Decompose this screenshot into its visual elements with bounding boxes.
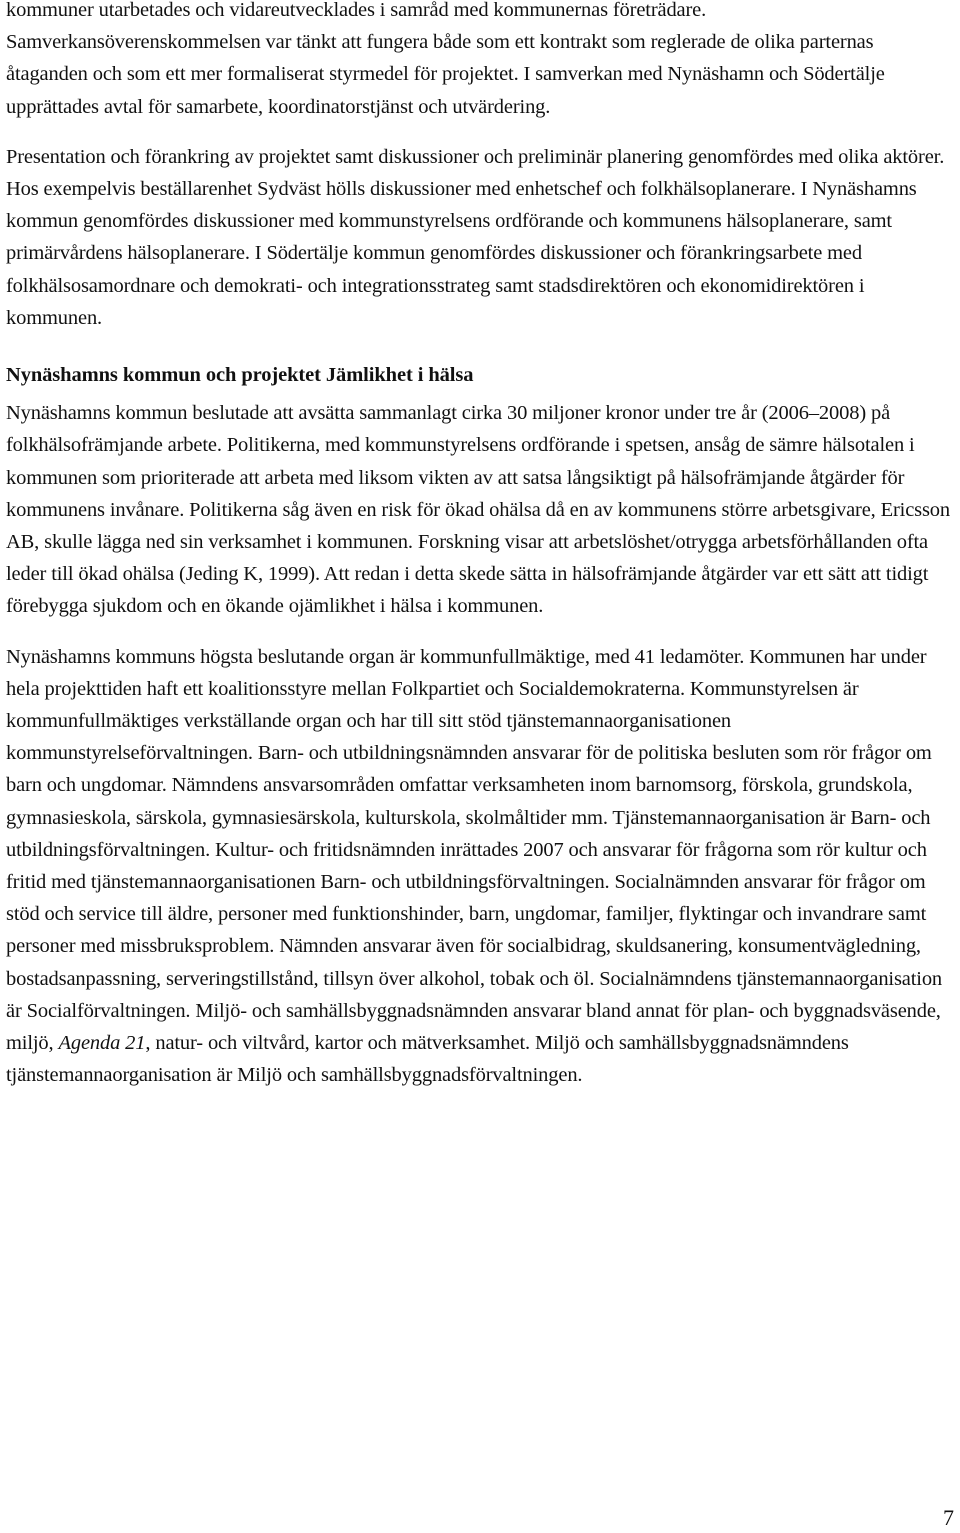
agenda-21-italic: Agenda 21 [58,1032,146,1055]
document-page [6,0,954,1092]
organisation-text-end: , natur- och viltvård, kartor och mätverksamhet. Miljö och samhällsbyggnadsnämndens tjänstemannaorganisation är Miljö och samhällsbyggnadsförvaltningen. [6,1032,849,1087]
paragraph-agreement: kommuner utarbetades och vidareutvecklades i samråd med kommunernas företrädare. Samverkansöverenskommelsen var tänkt att fungera både som ett kontrakt som reglerade de olika parternas åtaganden och som ett mer formaliserat styrmedel för projektet. I samverkan med Nynäshamn och Södertälje upprättades avtal för samarbete, koordinatorstjänst och utvärdering. [6,0,885,118]
page-number: 7 [943,1505,954,1530]
paragraph-presentation: Presentation och förankring av projektet samt diskussioner och preliminär planering genomfördes med olika aktörer. Hos exempelvis beställarenhet Sydväst hölls diskussioner med enhetschef och folkhälsoplanerare. I Nynäshamns kommun genomfördes diskussioner med kommunstyrelsens ordförande och kommunens hälsoplanerare, samt primärvårdens hälsoplanerare. I Södertälje kommun genomfördes diskussioner och förankringsarbete med folkhälsosamordnare och demokrati- och integrationsstrateg samt stadsdirektören och ekonomidirektören i kommunen. [6,145,945,329]
paragraph-municipal-organisation [6,641,954,1092]
paragraph-nynashamn-decision: Nynäshamns kommun beslutade att avsätta sammanlagt cirka 30 miljoner kronor under tre år (2006–2008) på folkhälsofrämjande arbete. Politikerna, med kommunstyrelsens ordförande i spetsen, ansåg de sämre hälsotalen i kommunen som prioriterade att arbeta med liksom vikten av att satsa långsiktigt på hälsofrämjande åtgärder för kommunens invånare. Politikerna såg även en risk för ökad ohälsa då en av kommunens större arbetsgivare, Ericsson AB, skulle lägga ned sin verksamhet i kommunen. Forskning visar att arbetslöshet/otrygga arbetsförhållanden ofta leder till ökad ohälsa (Jeding K, 1999). Att redan i detta skede sätta in hälsofrämjande åtgärder var ett sätt att tidigt förebygga sjukdom och en ökande ojämlikhet i hälsa i kommunen. [6,402,950,618]
section-heading: Nynäshamns kommun och projektet Jämlikhet i hälsa [6,364,474,387]
organisation-text-start: Nynäshamns kommuns högsta beslutande organ är kommunfullmäktige, med 41 ledamöter. Kommunen har under hela projekttiden haft ett koalitionsstyre mellan Folkpartiet och Socialdemokraterna. Kommunstyrelsen är kommunfullmäktiges verkställande organ och har till sitt stöd tjänstemannaorganisationen kommunstyrelseförvaltningen. Barn- och utbildningsnämnden ansvarar för de politiska besluten som rör frågor om barn och ungdomar. Nämndens ansvarsområden omfattar verksamheten inom barnomsorg, förskola, grundskola, gymnasieskola, särskola, gymnasiesärskola, kulturskola, skolmåltider mm. Tjänstemannaorganisation är Barn- och utbildningsförvaltningen. Kultur- och fritidsnämnden inrättades 2007 och ansvarar för frågorna som rör kultur och fritid med tjänstemannaorganisationen Barn- och utbildningsförvaltningen. Socialnämnden ansvarar för frågor om stöd och service till äldre, personer med funktionshinder, barn, ungdomar, familjer, flyktingar och invandrare samt personer med missbruksproblem. Nämnden ansvarar även för socialbidrag, skuldsanering, konsumentvägledning, bostadsanpassning, serveringstillstånd, tillsyn över alkohol, tobak och öl. Socialnämndens tjänstemannaorganisation är Socialförvaltningen. Miljö- och samhällsbyggnadsnämnden ansvarar bland annat för plan- och byggnadsväsende, miljö, [6,645,943,1055]
